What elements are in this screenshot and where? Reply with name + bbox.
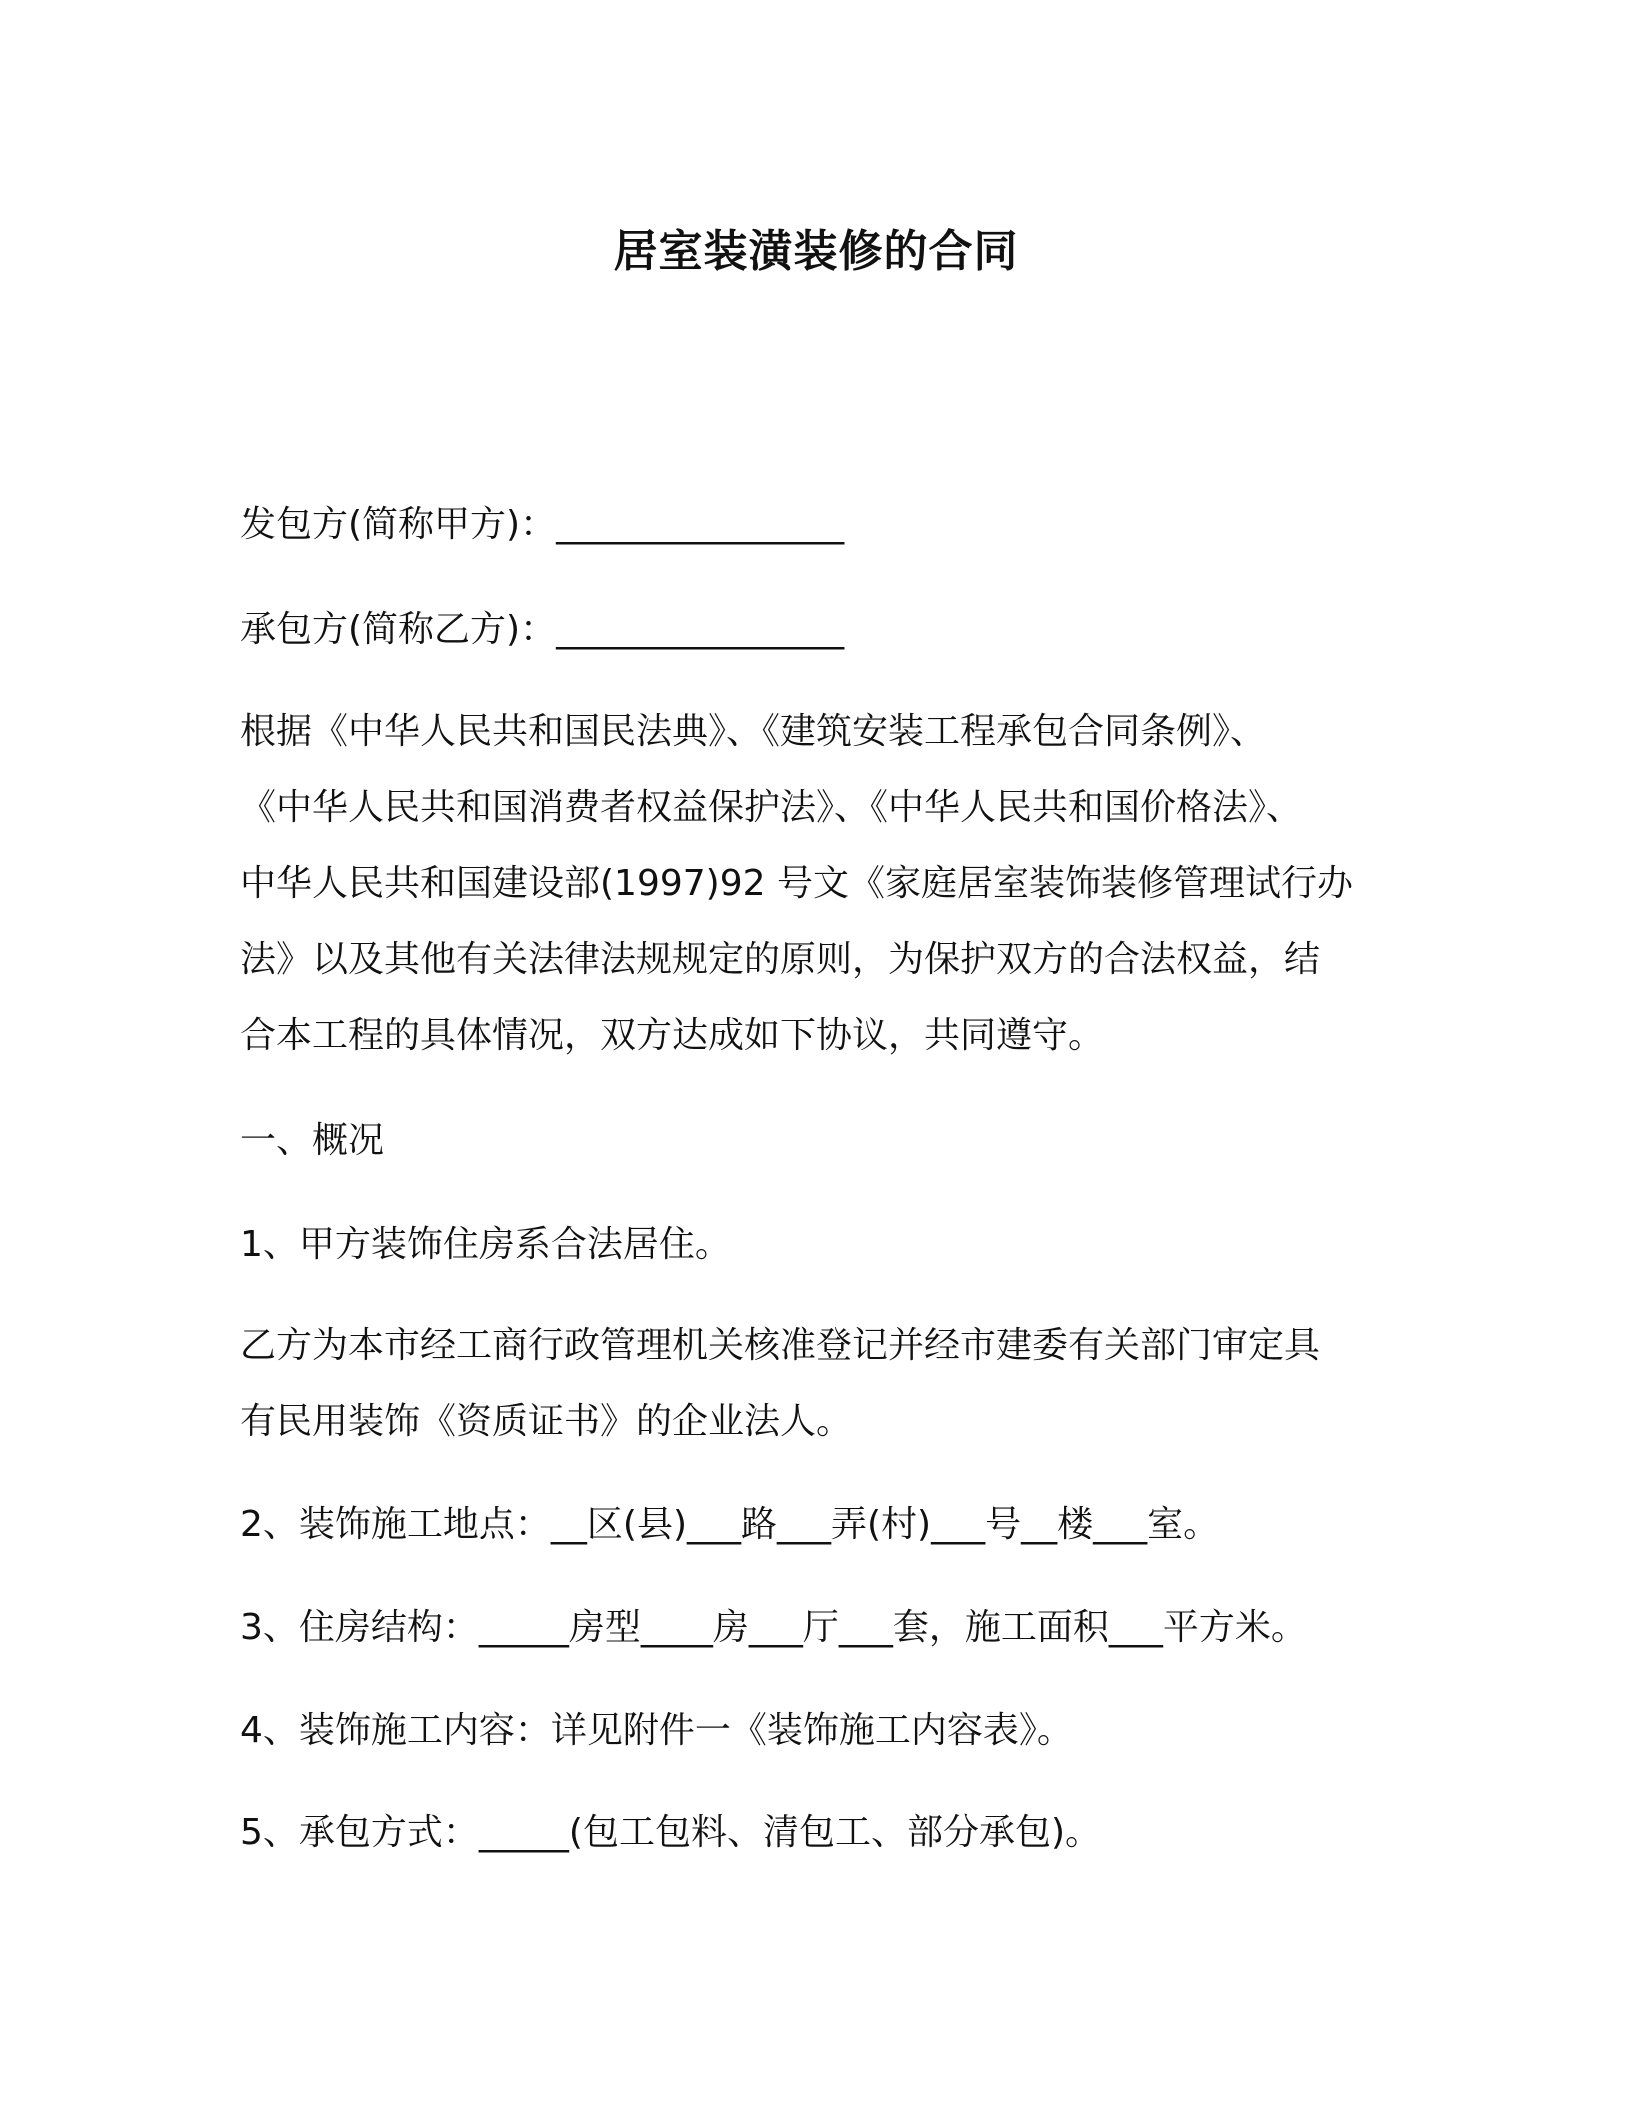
paragraph-line: 有民用装饰《资质证书》的企业法人。 [240,1401,853,1442]
clause-item-4: 4、装饰施工内容：详见附件一《装饰施工内容表》。 [240,1710,1073,1751]
clause-item-5: 5、承包方式：_____(包工包料、清包工、部分承包)。 [240,1812,1101,1853]
clause-item-3: 3、住房结构：_____房型____房___厅___套，施工面积___平方米。 [240,1607,1307,1648]
preamble-line: 合本工程的具体情况，双方达成如下协议，共同遵守。 [240,1015,1105,1056]
clause-item-1: 1、甲方装饰住房系合法居住。 [240,1224,731,1265]
party-a-line: 发包方(简称甲方)：________________ [240,504,845,545]
paragraph-line: 乙方为本市经工商行政管理机关核准登记并经市建委有关部门审定具 [240,1325,1321,1366]
party-b-qualification-paragraph [240,1321,1390,1447]
document-title: 居室装潢装修的合同 [613,226,1019,277]
preamble-line: 《中华人民共和国消费者权益保护法》、《中华人民共和国价格法》、 [240,787,1303,828]
clause-item-2: 2、装饰施工地点：__区(县)___路___弄(村)___号__楼___室。 [240,1504,1220,1545]
preamble-paragraph [240,707,1390,1061]
section-heading: 一、概况 [240,1120,385,1161]
preamble-line: 中华人民共和国建设部(1997)92 号文《家庭居室装饰装修管理试行办 [240,863,1353,904]
preamble-line: 根据《中华人民共和国民法典》、《建筑安装工程承包合同条例》、 [240,711,1267,752]
preamble-line: 法》以及其他有关法律法规规定的原则，为保护双方的合法权益，结 [240,939,1321,980]
party-b-line: 承包方(简称乙方)：________________ [240,609,845,650]
